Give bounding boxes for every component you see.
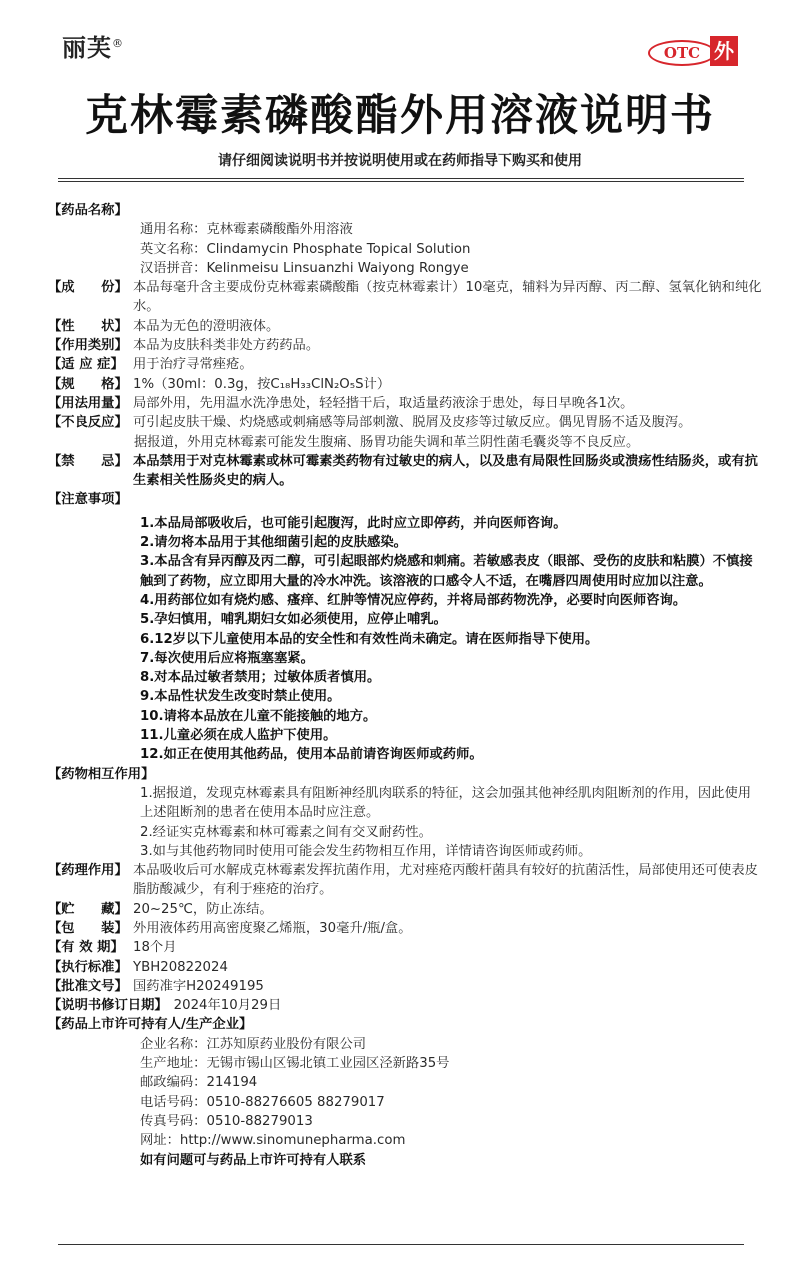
page-title: 克林霉素磷酸酯外用溶液说明书 — [85, 91, 715, 141]
row-revision — [48, 996, 764, 1015]
row-approval — [48, 977, 764, 996]
list-item: 10.请将本品放在儿童不能接触的地方。 — [140, 708, 377, 724]
text-indication: 用于治疗寻常痤疮。 — [133, 357, 253, 373]
label-validity: 【有 效 期】 — [48, 940, 124, 956]
list-item: 1.本品局部吸收后，也可能引起腹泻，此时应立即停药，并向医师咨询。 — [140, 515, 567, 531]
row-spec — [48, 375, 764, 394]
row-storage — [48, 900, 764, 919]
label-pharmacology: 【药理作用】 — [48, 863, 128, 879]
text-appearance: 本品为无色的澄明液体。 — [133, 318, 280, 334]
label-contra: 【禁 忌】 — [48, 453, 128, 469]
list-item: 3.如与其他药物同时使用可能会发生药物相互作用，详情请咨询医师或药师。 — [140, 843, 592, 859]
list-item: 7.每次使用后应将瓶塞塞紧。 — [140, 650, 314, 666]
brand-logo: 丽芙® — [62, 33, 124, 62]
text-spec: 1%（30ml：0.3g，按C₁₈H₃₃ClN₂O₅S计） — [133, 376, 391, 392]
list-item: 3.本品含有异丙醇及丙二醇，可引起眼部灼烧感和刺痛。若敏感表皮（眼部、受伤的皮肤和粘膜）不慎接触到了药物，应立即用大量的冷水冲洗。该溶液的口感令人不适，在嘴唇四周使用时应加以注意。 — [140, 554, 753, 589]
label-usage: 【用法用量】 — [48, 395, 128, 411]
row-standard — [48, 958, 764, 977]
list-item: 2.经证实克林霉素和林可霉素之间有交叉耐药性。 — [140, 824, 432, 840]
row-ingredients — [48, 278, 764, 317]
text-storage: 20~25℃，防止冻结。 — [133, 901, 273, 917]
list-item: 1.据报道，发现克林霉素具有阻断神经肌肉联系的特征，这会加强其他神经肌肉阻断剂的作用，因此使用上述阻断剂的患者在使用本品时应注意。 — [140, 785, 752, 821]
label-appearance: 【性 状】 — [48, 318, 128, 334]
page-subtitle: 请仔细阅读说明书并按说明使用或在药师指导下购买和使用 — [218, 153, 582, 169]
list-item: 4.用药部位如有烧灼感、瘙痒、红肿等情况应停药，并将局部药物洗净，必要时向医师咨询。 — [140, 592, 687, 608]
text-category: 本品为皮肤科类非处方药药品。 — [133, 338, 320, 354]
text-package: 外用液体药用高密度聚乙烯瓶，30毫升/瓶/盒。 — [133, 920, 412, 936]
english-name: 英文名称：Clindamycin Phosphate Topical Solution — [140, 241, 471, 257]
otc-badge: OTC — [648, 40, 716, 66]
list-item: 6.12岁以下儿童使用本品的安全性和有效性尚未确定。请在医师指导下使用。 — [140, 631, 599, 647]
label-adverse: 【不良反应】 — [48, 415, 128, 431]
row-package — [48, 919, 764, 938]
interactions-list — [48, 784, 764, 861]
text-usage: 局部外用，先用温水洗净患处，轻轻揩干后，取适量药液涂于患处，每日早晚各1次。 — [133, 395, 634, 411]
label-category: 【作用类别】 — [48, 338, 128, 354]
text-pharmacology: 本品吸收后可水解成克林霉素发挥抗菌作用，尤对痤疮丙酸杆菌具有较好的抗菌活性，局部使用还可使表皮脂肪酸减少，有利于痤疮的治疗。 — [133, 863, 758, 898]
label-package: 【包 装】 — [48, 920, 128, 936]
postcode: 邮政编码：214194 — [140, 1075, 258, 1091]
label-spec: 【规 格】 — [48, 376, 128, 392]
row-indication — [48, 355, 764, 374]
top-divider-inner — [58, 181, 744, 182]
precautions-list — [48, 514, 764, 765]
section-label-interactions: 【药物相互作用】 — [48, 766, 155, 782]
phone-number: 电话号码：0510-88276605 88279017 — [140, 1094, 385, 1110]
holder-info — [48, 1035, 764, 1170]
row-appearance — [48, 317, 764, 336]
text-contra: 本品禁用于对克林霉素或林可霉素类药物有过敏史的病人，以及患有局限性回肠炎或溃疡性结肠炎，或有抗生素相关性肠炎史的病人。 — [133, 453, 758, 489]
list-item: 11.儿童必须在成人监护下使用。 — [140, 728, 337, 744]
row-adverse — [48, 413, 764, 432]
list-item: 2.请勿将本品用于其他细菌引起的皮肤感染。 — [140, 535, 407, 551]
fax-number: 传真号码：0510-88279013 — [140, 1113, 313, 1129]
bottom-divider — [58, 1244, 744, 1245]
list-item: 8.对本品过敏者禁用；过敏体质者慎用。 — [140, 670, 381, 686]
production-address: 生产地址：无锡市锡山区锡北镇工业园区泾新路35号 — [140, 1056, 450, 1072]
row-usage — [48, 394, 764, 413]
list-item: 5.孕妇慎用，哺乳期妇女如必须使用，应停止哺乳。 — [140, 612, 447, 628]
list-item: 9.本品性状发生改变时禁止使用。 — [140, 689, 341, 705]
label-revision: 【说明书修订日期】 — [48, 998, 168, 1014]
company-name: 企业名称：江苏知原药业股份有限公司 — [140, 1036, 367, 1052]
section-label-name: 【药品名称】 — [48, 203, 128, 218]
label-standard: 【执行标准】 — [48, 959, 128, 975]
generic-name: 通用名称：克林霉素磷酸酯外用溶液 — [140, 222, 353, 238]
section-label-precautions: 【注意事项】 — [48, 492, 128, 508]
website: 网址：http://www.sinomunepharma.com — [140, 1133, 406, 1149]
row-validity — [48, 938, 764, 957]
text-approval: 国药准字H20249195 — [133, 978, 264, 994]
label-ingredients: 【成 份】 — [48, 280, 128, 296]
label-approval: 【批准文号】 — [48, 978, 128, 994]
row-contra — [48, 452, 764, 491]
text-ingredients: 本品每毫升含主要成份克林霉素磷酸酯（按克林霉素计）10毫克，辅料为异丙醇、丙二醇、氢氧化钠和纯化水。 — [133, 280, 762, 315]
contact-note: 如有问题可与药品上市许可持有人联系 — [140, 1152, 367, 1168]
text-standard: YBH20822024 — [133, 959, 228, 975]
text-adverse-1: 可引起皮肤干燥、灼烧感或刺痛感等局部刺激、脱屑及皮疹等过敏反应。偶见胃肠不适及腹泻。 — [133, 415, 692, 431]
row-pharmacology — [48, 861, 764, 900]
label-indication: 【适 应 症】 — [48, 357, 124, 373]
text-validity: 18个月 — [133, 940, 177, 956]
label-storage: 【贮 藏】 — [48, 901, 128, 917]
otc-category-badge: 外 — [710, 36, 738, 66]
top-divider — [58, 178, 744, 179]
list-item: 12.如正在使用其他药品，使用本品前请咨询医师或药师。 — [140, 747, 483, 763]
section-label-holder: 【药品上市许可持有人/生产企业】 — [48, 1017, 253, 1033]
row-category — [48, 336, 764, 355]
text-adverse-2: 据报道，外用克林霉素可能发生腹痛、肠胃功能失调和革兰阴性菌毛囊炎等不良反应。 — [134, 434, 640, 450]
text-revision: 2024年10月29日 — [173, 998, 282, 1014]
pinyin-name: 汉语拼音：Kelinmeisu Linsuanzhi Waiyong Rongye — [140, 260, 469, 276]
leaflet-body — [48, 201, 764, 1170]
